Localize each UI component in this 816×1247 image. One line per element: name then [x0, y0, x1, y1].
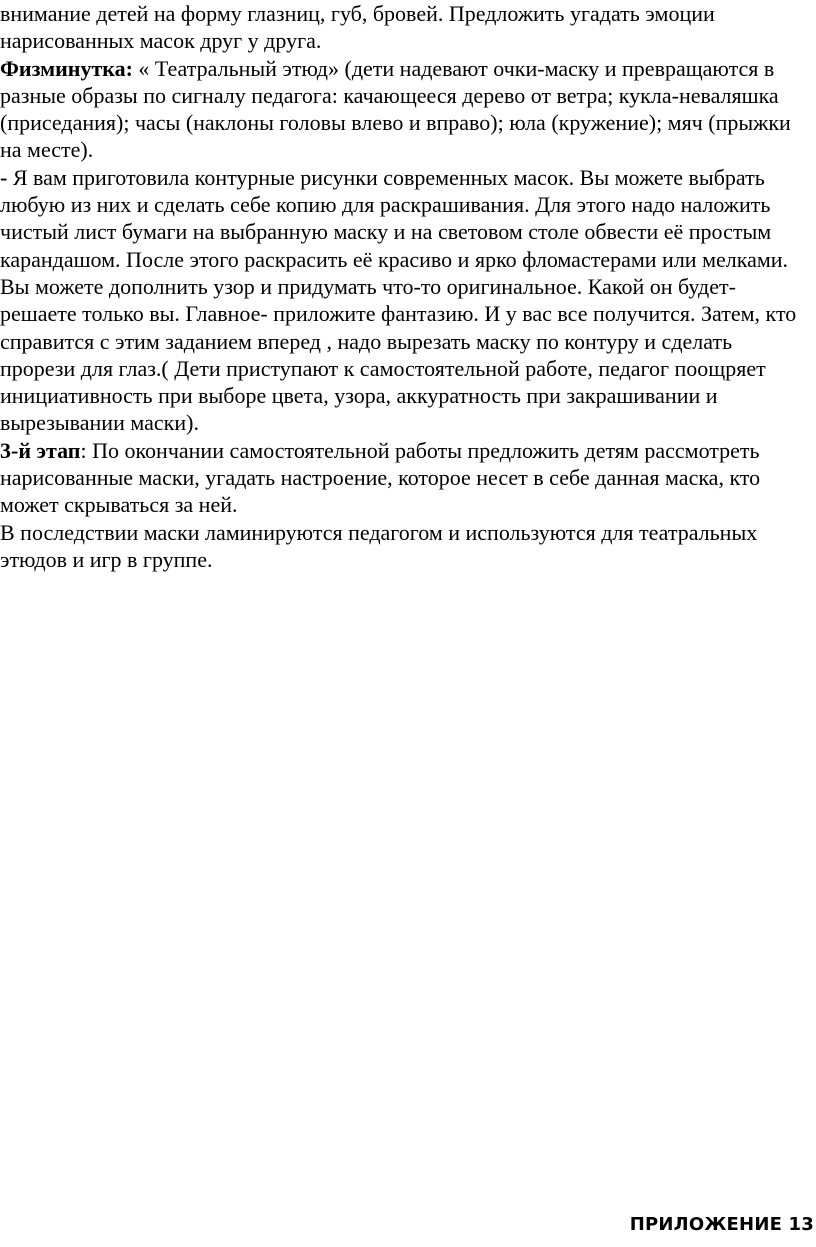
paragraph-intro: внимание детей на форму глазниц, губ, бровей. Предложить угадать эмоции нарисованных масок друг у друга. — [0, 1, 715, 54]
paragraph-conclusion: В последствии маски ламинируются педагогом и используются для театральных этюдов и игр в группе. — [0, 519, 758, 572]
stage-3-text: : По окончании самостоятельной работы предложить детям рассмотреть нарисованные маски, угадать настроение, которое несет в себе данная маска, кто может скрываться за ней. — [0, 437, 761, 518]
physical-exercise-label: Физминутка: — [0, 55, 133, 81]
document-body — [0, 0, 812, 573]
paragraph-stage-3 — [0, 437, 812, 519]
appendix-label: ПРИЛОЖЕНИЕ 13 — [629, 1214, 814, 1235]
physical-exercise-text: « Театральный этюд» (дети надевают очки-маску и превращаются в разные образы по сигналу педагога: качающееся дерево от ветра; кукла-неваляшка (приседания); часы (наклоны головы влево и вправо); юла (кружение); мяч (прыжки на месте). — [0, 55, 791, 163]
paragraph-physical-exercise — [0, 55, 812, 164]
stage-3-label: 3-й этап — [0, 437, 81, 463]
instructions-dash: - — [0, 164, 8, 190]
paragraph-instructions — [0, 164, 812, 437]
instructions-text: Я вам приготовила контурные рисунки современных масок. Вы можете выбрать любую из них и сделать себе копию для раскрашивания. Для этого надо наложить чистый лист бумаги на выбранную маску и на световом столе обвести её простым карандашом. После этого раскрасить её красиво и ярко фломастерами или мелками. Вы можете дополнить узор и придумать что-то оригинальное. Какой он будет-решаете только вы. Главное- приложите фантазию. И у вас все получится. Затем, кто справится с этим заданием вперед , надо вырезать маску по контуру и сделать прорези для глаз.( Дети приступают к самостоятельной работе, педагог поощряет инициативность при выборе цвета, узора, аккуратность при закрашивании и вырезывании маски). — [0, 164, 797, 436]
